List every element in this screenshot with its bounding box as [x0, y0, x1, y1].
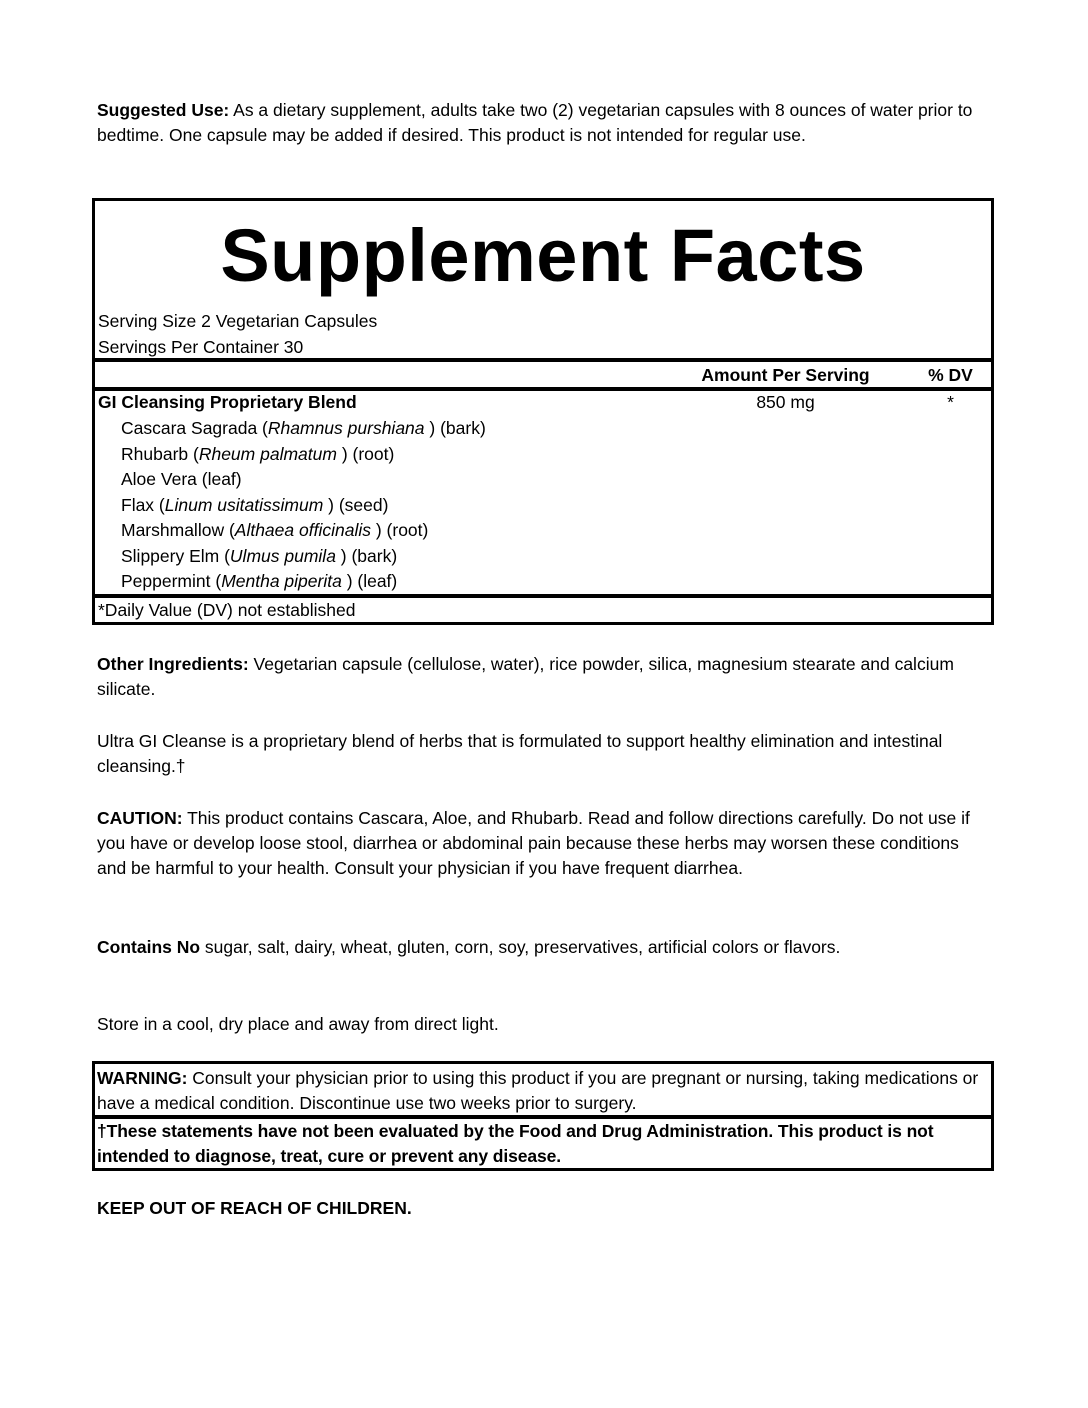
- ingredient-row: [98, 467, 991, 492]
- dv-header: % DV: [928, 365, 973, 385]
- blend-dv: *: [947, 392, 954, 412]
- caution-text: This product contains Cascara, Aloe, and Rhubarb. Read and follow directions carefully. Do not use if you have or develop loose stool, diarrhea or abdominal pain because these herbs may worsen these conditions and be harmful to your health. Consult your physician if you have frequent diarrhea.: [97, 808, 970, 878]
- ingredient-latin: Mentha piperita: [221, 571, 342, 591]
- ingredient-row: [98, 569, 991, 594]
- ingredient-latin: Rheum palmatum: [198, 443, 337, 464]
- ingredient-name: Slippery Elm (: [121, 545, 230, 566]
- dv-footnote: *Daily Value (DV) not established: [98, 600, 356, 620]
- contains-no-text: sugar, salt, dairy, wheat, gluten, corn, soy, preservatives, artificial colors or flavors.: [200, 937, 841, 957]
- supplement-facts-panel: [92, 198, 994, 625]
- fda-statement: †These statements have not been evaluated by the Food and Drug Administration. This product is not intended to diagnose, treat, cure or prevent any disease.: [97, 1121, 934, 1166]
- blend-row: [98, 390, 991, 415]
- serving-size: Serving Size 2 Vegetarian Capsules: [98, 311, 378, 331]
- other-ingredients-text: Vegetarian capsule (cellulose, water), rice powder, silica, magnesium stearate and calcium silicate.: [97, 654, 954, 699]
- suggested-use-text: As a dietary supplement, adults take two (2) vegetarian capsules with 8 ounces of water prior to bedtime. One capsule may be added if desired. This product is not intended for regular use.: [97, 100, 973, 145]
- ingredient-latin: Rhamnus purshiana: [267, 418, 425, 438]
- other-ingredients: [97, 652, 992, 702]
- contains-no-label: Contains No: [97, 937, 201, 957]
- column-header: [98, 363, 991, 388]
- ingredient-name: Flax (: [121, 494, 165, 515]
- ingredient-row: [98, 518, 991, 543]
- ingredient-name: Marshmallow (: [121, 520, 235, 540]
- ingredient-row: [98, 493, 991, 518]
- warning: [97, 1066, 987, 1116]
- product-description: Ultra GI Cleanse is a proprietary blend of herbs that is formulated to support healthy elimination and intestinal cleansing.†: [97, 731, 943, 776]
- suggested-use-label: Suggested Use:: [97, 100, 230, 120]
- ingredient-part: ) (leaf): [341, 571, 398, 591]
- caution: [97, 806, 992, 881]
- contains-no: [97, 935, 887, 960]
- ingredient-row: [98, 442, 991, 467]
- storage: Store in a cool, dry place and away from direct light.: [97, 1014, 499, 1034]
- ingredient-name: Rhubarb (: [121, 443, 199, 464]
- blend-name: GI Cleansing Proprietary Blend: [98, 392, 357, 412]
- ingredient-part: ) (bark): [424, 418, 486, 438]
- suggested-use: [97, 98, 992, 148]
- ingredient-latin: Linum usitatissimum: [164, 494, 324, 515]
- ingredient-part: ) (bark): [335, 545, 398, 566]
- ingredient-part: ) (seed): [323, 494, 389, 515]
- ingredient-row: [98, 544, 991, 569]
- amount-header: Amount Per Serving: [701, 365, 870, 385]
- ingredient-part: ) (root): [370, 520, 429, 540]
- divider: [95, 358, 991, 362]
- warning-box: [92, 1061, 994, 1171]
- facts-title: Supplement Facts: [220, 214, 866, 297]
- warning-label: WARNING:: [97, 1068, 188, 1088]
- ingredient-part: ) (root): [336, 443, 395, 464]
- ingredient-name: Cascara Sagrada (: [121, 418, 268, 438]
- ingredient-name: Aloe Vera (leaf): [121, 469, 242, 489]
- ingredient-name: Peppermint (: [121, 571, 222, 591]
- other-ingredients-label: Other Ingredients:: [97, 654, 249, 674]
- ingredient-latin: Ulmus pumila: [229, 545, 336, 566]
- caution-label: CAUTION:: [97, 808, 183, 828]
- keep-out-warning: KEEP OUT OF REACH OF CHILDREN.: [97, 1198, 412, 1218]
- ingredient-latin: Althaea officinalis: [234, 520, 371, 540]
- blend-amount: 850 mg: [756, 392, 815, 412]
- servings-per-container: Servings Per Container 30: [98, 337, 304, 357]
- ingredient-row: [98, 416, 991, 441]
- warning-text: Consult your physician prior to using this product if you are pregnant or nursing, taking medications or have a medical condition. Discontinue use two weeks prior to surgery.: [97, 1068, 979, 1113]
